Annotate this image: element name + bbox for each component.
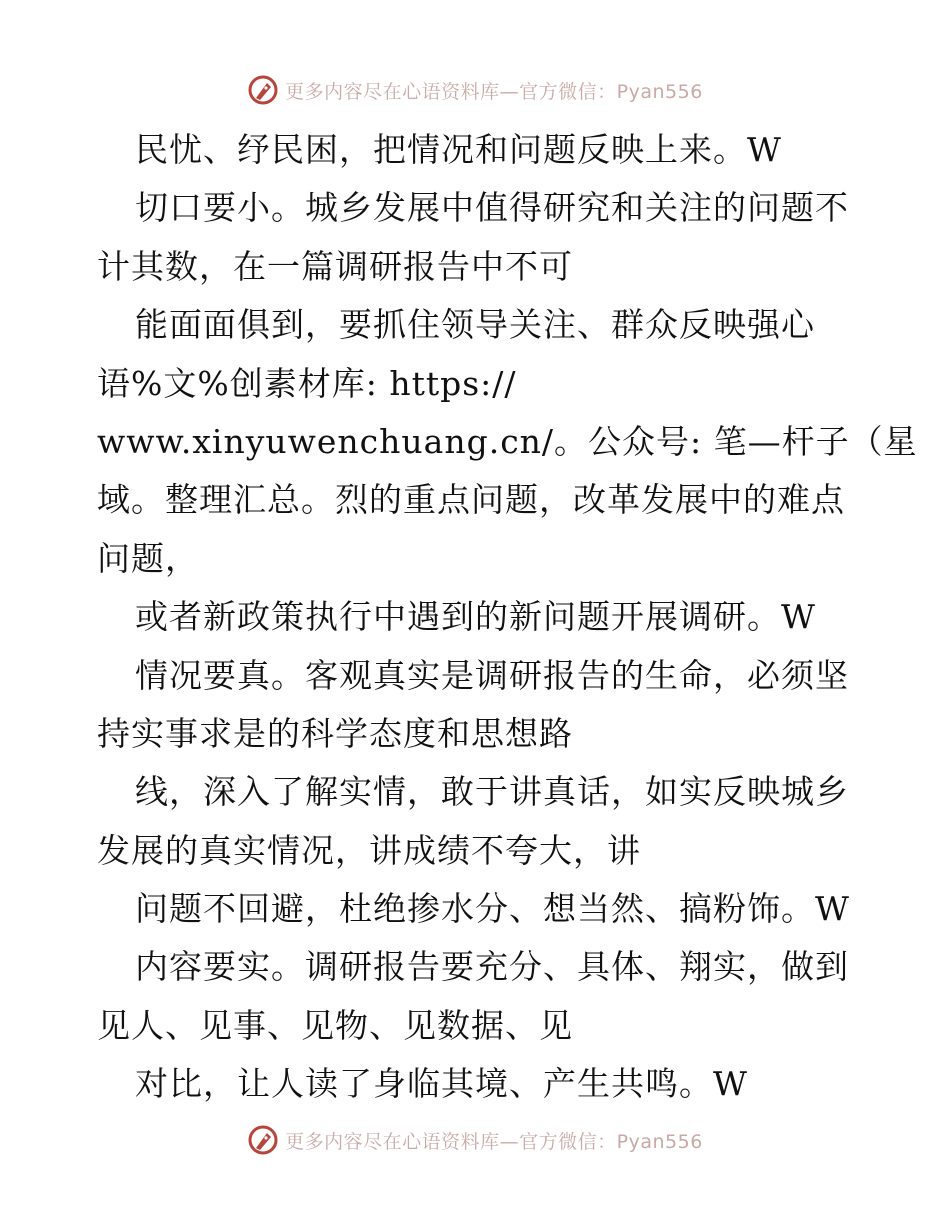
body-line: 能面面俱到，要抓住领导关注、群众反映强心 [135,305,815,345]
footer-watermark-banner [0,1120,950,1160]
body-line: 对比，让人读了身临其境、产生共鸣。W [135,1064,748,1104]
header-watermark-text: 更多内容尽在心语资料库—官方微信：Pyan556 [285,80,703,103]
pen-nib-logo-icon [247,74,279,106]
body-line: 问题， [97,538,199,578]
body-line: 民忧、纾民困，把情况和问题反映上来。W [135,130,782,169]
document-body [97,121,918,1114]
body-line: 域。整理汇总。烈的重点问题，改革发展中的难点 [97,480,845,520]
body-line: 发展的真实情况，讲成绩不夸大，讲 [97,830,641,870]
body-line: 内容要实。调研报告要充分、具体、翔实，做到 [135,947,849,987]
pen-nib-logo-icon [247,1124,279,1156]
body-line: 切口要小。城乡发展中值得研究和关注的问题不 [135,188,849,228]
body-line: 计其数，在一篇调研报告中不可 [97,246,573,286]
body-line: 情况要真。客观真实是调研报告的生命，必须坚 [135,655,849,695]
body-line: www.xinyuwenchuang.cn/。公众号: 笔—杆子（星 [97,421,918,461]
body-line: 持实事求是的科学态度和思想路 [97,713,573,753]
header-watermark-banner [0,70,950,110]
body-line: 线，深入了解实情，敢于讲真话，如实反映城乡 [135,772,849,812]
body-line: 语%文%创素材库: https:// [97,363,517,403]
body-line: 见人、见事、见物、见数据、见 [97,1005,573,1045]
body-line: 或者新政策执行中遇到的新问题开展调研。W [135,597,816,637]
body-line: 问题不回避，杜绝掺水分、想当然、搞粉饰。W [135,889,850,929]
footer-watermark-text: 更多内容尽在心语资料库—官方微信：Pyan556 [285,1130,703,1153]
